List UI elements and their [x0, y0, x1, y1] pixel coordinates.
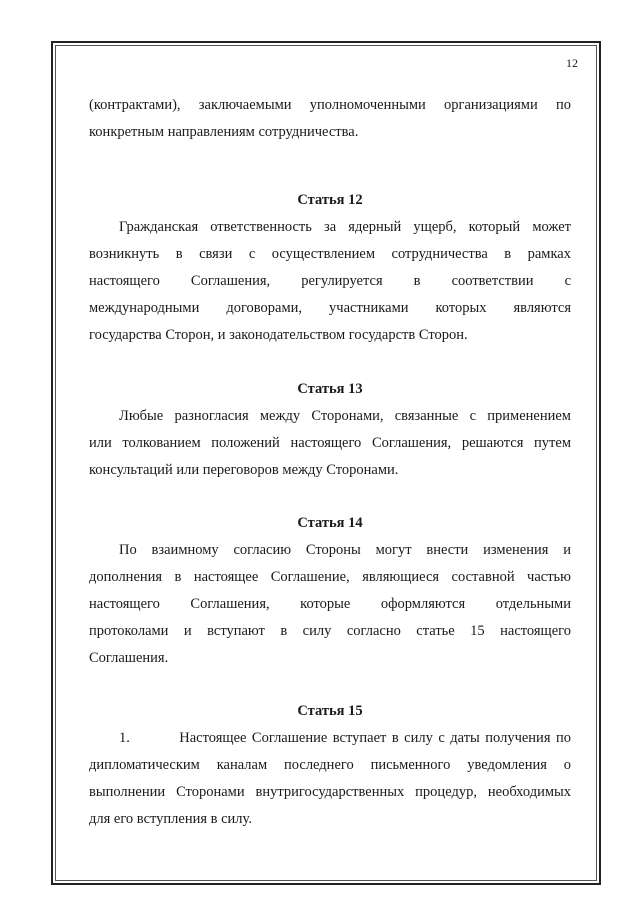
text-line: (контрактами), заключаемыми уполномоченными организациями по	[89, 97, 571, 113]
intro-paragraph	[89, 92, 571, 146]
text-line: настоящего Соглашения, которые оформляются отдельными	[89, 596, 571, 612]
article-14-paragraph	[89, 537, 571, 672]
text-line: выполнении Сторонами внутригосударственных процедур, необходимых	[89, 784, 571, 800]
document-body	[89, 92, 571, 833]
text-line: Гражданская ответственность за ядерный ущерб, который может	[119, 219, 571, 235]
article-13-paragraph	[89, 403, 571, 484]
text-line: государства Сторон, и законодательством государств Сторон.	[89, 327, 468, 343]
text-line: дипломатическим каналам последнего письменного уведомления о	[89, 757, 571, 773]
article-15-paragraph	[89, 725, 571, 833]
text-line: возникнуть в связи с осуществлением сотрудничества в рамках	[89, 246, 571, 262]
text-line: По взаимному согласию Стороны могут внести изменения и	[119, 542, 571, 558]
text-line: 1. Настоящее Соглашение вступает в силу с даты получения по	[119, 730, 571, 746]
page-number: 12	[566, 56, 578, 70]
text-line: Любые разногласия между Сторонами, связанные с применением	[119, 408, 571, 424]
text-line: дополнения в настоящее Соглашение, являющиеся составной частью	[89, 569, 571, 585]
article-14-heading: Статья 14	[297, 515, 363, 531]
text-line: протоколами и вступают в силу согласно статье 15 настоящего	[89, 623, 571, 639]
article-12-heading: Статья 12	[297, 192, 363, 208]
text-line: конкретным направлениям сотрудничества.	[89, 124, 359, 140]
text-line: консультаций или переговоров между Сторонами.	[89, 462, 399, 478]
text-line: Соглашения.	[89, 650, 169, 666]
article-15-heading: Статья 15	[297, 703, 363, 719]
text-line: настоящего Соглашения, регулируется в соответствии с	[89, 273, 571, 289]
article-13-heading: Статья 13	[297, 381, 363, 397]
text-line: для его вступления в силу.	[89, 811, 252, 827]
text-line: международными договорами, участниками которых являются	[89, 300, 571, 316]
article-12-paragraph	[89, 214, 571, 349]
text-line: или толкованием положений настоящего Соглашения, решаются путем	[89, 435, 571, 451]
